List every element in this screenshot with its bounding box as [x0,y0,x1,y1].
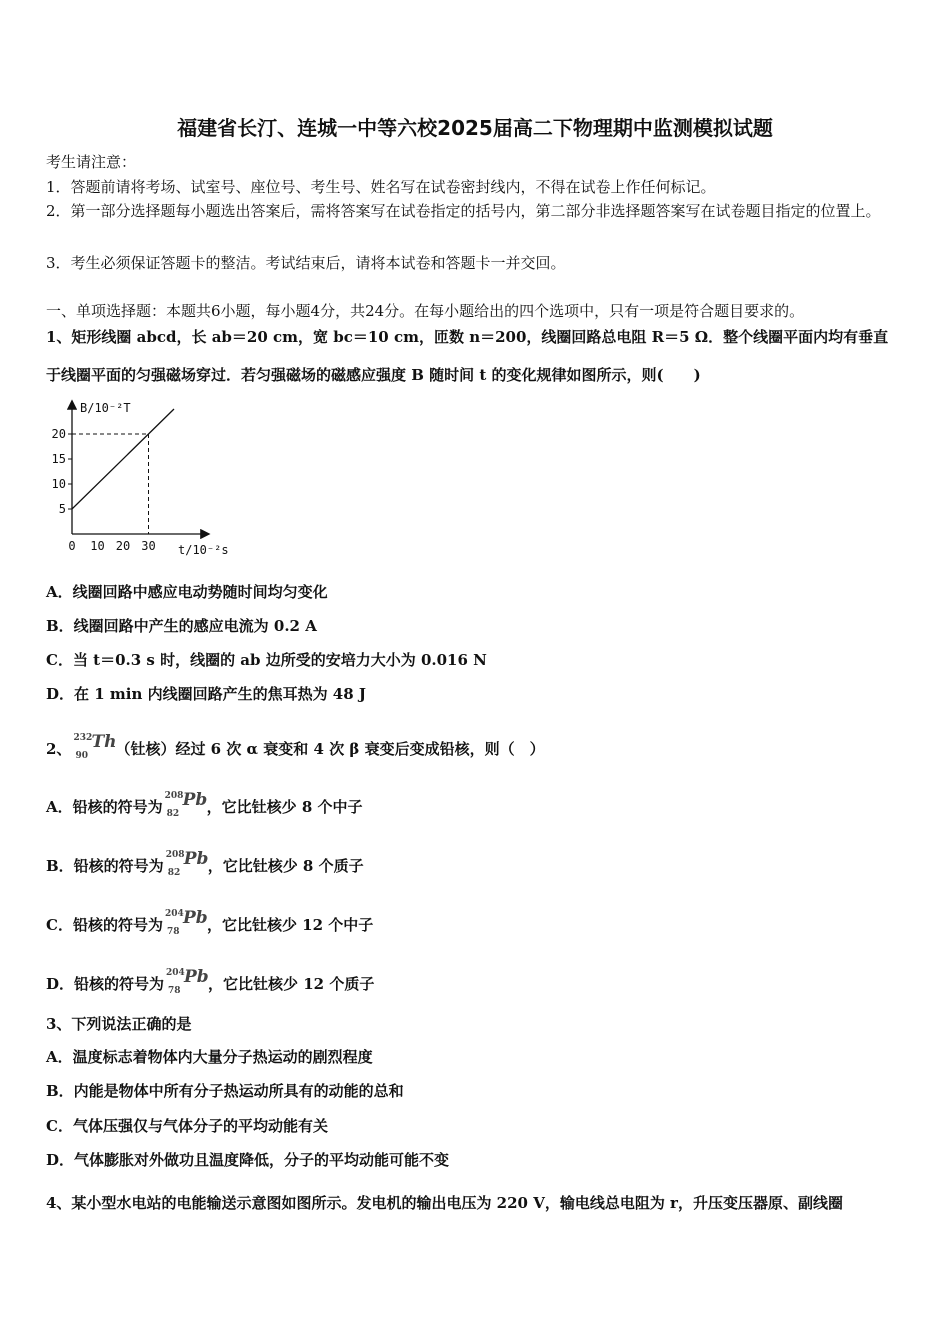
option-prefix: B．铅核的符号为 [46,857,164,875]
y-axis-label: B/10⁻²T [80,401,131,415]
atomic-number: 78 [168,986,181,996]
q3-option-d: D．气体膨胀对外做功且温度降低，分子的平均动能可能不变 [46,1151,450,1169]
y-tick-label: 15 [51,452,66,466]
x-ticks [68,539,155,553]
option-suffix: ，它比钍核少 12 个中子 [206,916,374,934]
option-prefix: D．铅核的符号为 [46,975,165,993]
option-suffix: ，它比钍核少 12 个质子 [208,975,375,993]
x-tick-label: 10 [90,539,105,553]
q1-option-b: B．线圈回路中产生的感应电流为 0.2 A [46,617,317,635]
lead-nucleus [164,967,208,995]
page-title: 福建省长汀、连城一中等六校2025届高二下物理期中监测模拟试题 [177,116,773,140]
q1-option-c: C．当 t＝0.3 s 时，线圈的 ab 边所受的安培力大小为 0.016 N [46,651,487,669]
option-prefix: A．铅核的符号为 [46,798,163,816]
q1-option-a: A．线圈回路中感应电动势随时间均匀变化 [46,583,328,601]
element-symbol: Pb [184,967,209,987]
mass-number: 208 [165,850,185,860]
option-prefix: C．铅核的符号为 [46,916,163,934]
atomic-number: 82 [167,868,181,878]
q3-option-b: B．内能是物体中所有分子热运动所具有的动能的总和 [46,1082,404,1100]
atomic-number: 82 [166,809,180,819]
thorium-nucleus [71,732,115,760]
q2-option-c [46,908,373,936]
y-tick-label: 10 [51,477,66,491]
lead-nucleus [163,908,207,936]
notice-heading: 考生请注意： [46,153,137,171]
y-ticks [52,427,72,516]
y-tick-label: 20 [51,427,66,441]
option-suffix: ，它比钍核少 8 个质子 [207,857,364,875]
element-symbol: Pb [182,790,208,810]
q2-stem [46,732,545,760]
x-axis-label: t/10⁻²s [178,543,229,557]
notice-item-2: 2．第一部分选择题每小题选出答案后，需将答案写在试卷指定的括号内，第二部分非选择题答案写在试卷题目指定的位置上。 [46,202,881,220]
b-t-graph [40,392,240,562]
option-suffix: ，它比钍核少 8 个中子 [206,798,363,816]
notice-item-3: 3．考生必须保证答题卡的整洁。考试结束后，请将本试卷和答题卡一并交回。 [46,254,566,272]
q1-stem-line1: 1、矩形线圈 abcd，长 ab＝20 cm，宽 bc＝10 cm，匝数 n＝200，线圈回路总电阻 R＝5 Ω．整个线圈平面内均有垂直 [46,328,889,346]
q3-stem: 3、下列说法正确的是 [46,1015,192,1033]
b-series-line [72,409,174,509]
mass-number: 204 [164,909,184,919]
atomic-number: 78 [166,927,180,937]
atomic-number: 90 [75,751,88,761]
q3-option-a: A．温度标志着物体内大量分子热运动的剧烈程度 [46,1048,373,1066]
x-tick-label: 20 [115,539,131,553]
q2-option-b [46,849,364,877]
q4-stem: 4、某小型水电站的电能输送示意图如图所示。发电机的输出电压为 220 V，输电线总电阻为 r，升压变压器原、副线圈 [46,1194,843,1212]
q1-stem-line2: 于线圈平面的匀强磁场穿过．若匀强磁场的磁感应强度 B 随时间 t 的变化规律如图所示，则( ) [46,366,701,384]
lead-nucleus [164,849,208,877]
q2-number: 2、 [46,740,72,758]
q2-option-d [46,967,374,995]
q2-text: （钍核）经过 6 次 α 衰变和 4 次 β 衰变后变成铅核，则（ ） [115,740,545,758]
q1-option-d: D．在 1 min 内线圈回路产生的焦耳热为 48 J [46,685,367,703]
y-tick-label: 5 [58,502,66,516]
lead-nucleus [163,790,207,818]
notice-item-1: 1．答题前请将考场、试室号、座位号、考生号、姓名写在试卷密封线内，不得在试卷上作任何标记。 [46,178,716,196]
q3-option-c: C．气体压强仅与气体分子的平均动能有关 [46,1117,328,1135]
mass-number: 204 [166,968,185,978]
element-symbol: Th [91,732,117,752]
section-heading: 一、单项选择题：本题共6小题，每小题4分，共24分。在每小题给出的四个选项中，只有一项是符合题目要求的。 [46,302,805,320]
mass-number: 232 [73,733,93,743]
mass-number: 208 [164,791,184,801]
x-tick-label: 30 [141,539,156,553]
element-symbol: Pb [183,849,209,869]
x-tick-label: 0 [68,539,76,553]
element-symbol: Pb [182,908,208,928]
q2-option-a [46,790,363,818]
